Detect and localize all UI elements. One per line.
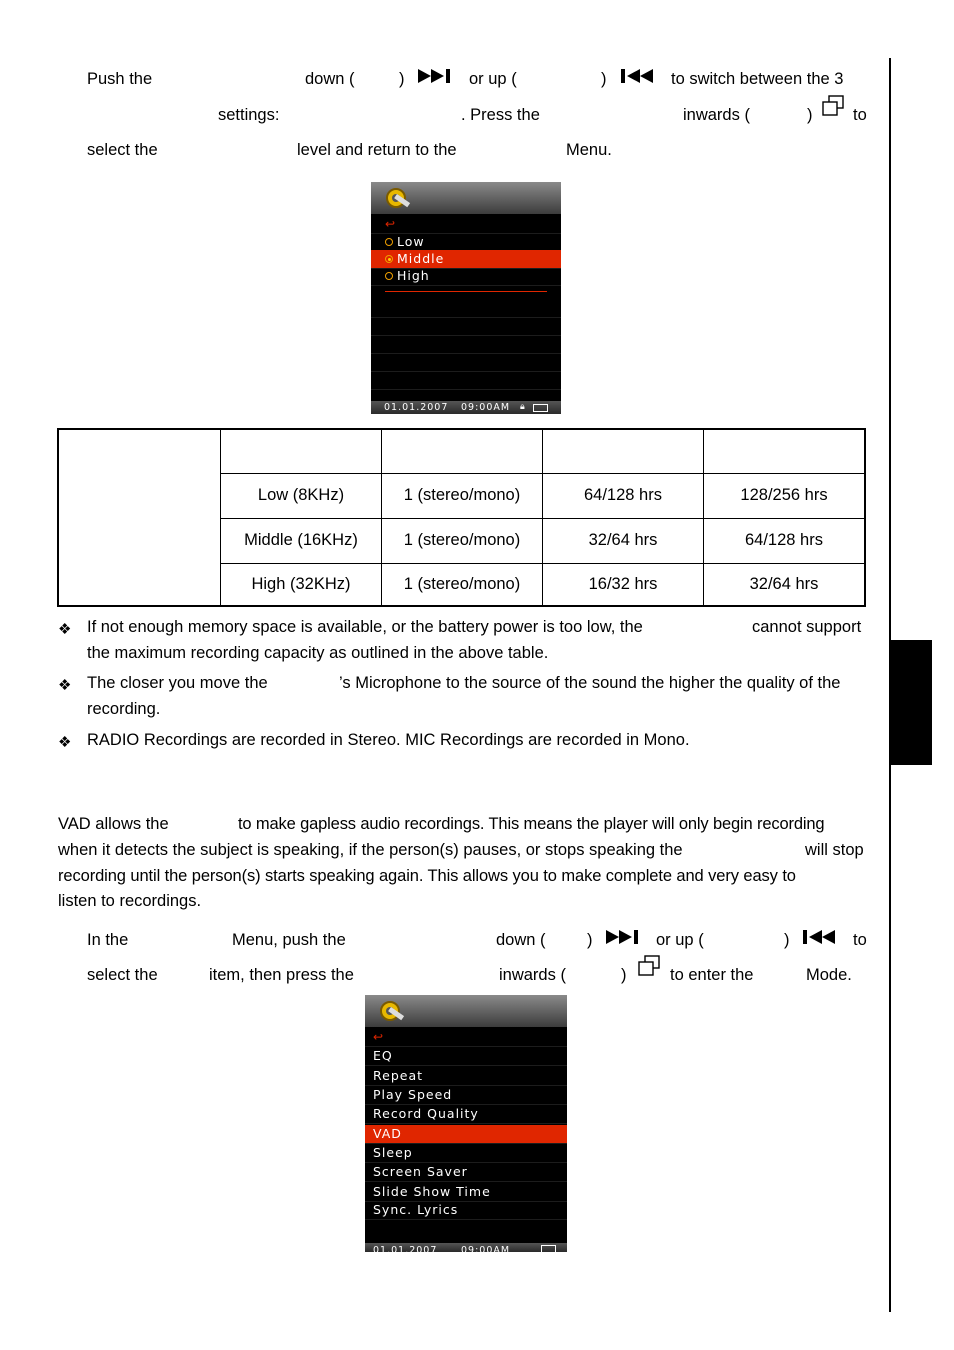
table-cell: 1 (stereo/mono) bbox=[382, 563, 543, 606]
instr-text: select the bbox=[87, 966, 158, 984]
instr-text: item, then press the bbox=[209, 966, 354, 984]
menu-item-label: Sleep bbox=[373, 1145, 413, 1160]
table-header-cell bbox=[221, 429, 382, 473]
bullet-text: If not enough memory space is available, or the battery power is too low, the bbox=[87, 618, 643, 636]
menu-item-label: VAD bbox=[373, 1126, 402, 1141]
vad-text: to make gapless audio recordings. This means the player will only begin recording bbox=[238, 815, 825, 833]
status-bar bbox=[371, 401, 561, 414]
intro-text: ) bbox=[601, 70, 607, 88]
record-quality-table bbox=[57, 428, 866, 607]
instr-text: or up ( bbox=[656, 931, 704, 949]
bullet-text: The closer you move the bbox=[87, 674, 268, 692]
empty-row bbox=[371, 371, 561, 390]
bullet-icon: ❖ bbox=[58, 734, 72, 751]
menu-item-label: Repeat bbox=[373, 1068, 424, 1083]
bullet-icon: ❖ bbox=[58, 621, 72, 638]
table-header-cell bbox=[704, 429, 866, 473]
bullet-text: ’s Microphone to the source of the sound the higher the quality of the bbox=[339, 674, 841, 692]
menu-item-label: EQ bbox=[373, 1048, 393, 1063]
table-header-cell bbox=[543, 429, 704, 473]
back-arrow-icon: ↩ bbox=[385, 217, 397, 231]
bullet-text: the maximum recording capacity as outlined in the above table. bbox=[87, 644, 549, 662]
menu-item-eq[interactable] bbox=[365, 1047, 567, 1066]
menu-item-label: Record Quality bbox=[373, 1106, 479, 1121]
instr-text: In the bbox=[87, 931, 129, 949]
empty-row bbox=[371, 299, 561, 318]
instr-text: down ( bbox=[496, 931, 546, 949]
table-row-header-cell bbox=[58, 429, 221, 606]
intro-text: settings: bbox=[218, 106, 280, 124]
status-bar bbox=[365, 1243, 567, 1252]
status-date: 01.01.2007 bbox=[373, 1245, 438, 1252]
table-cell: Middle (16KHz) bbox=[221, 518, 382, 563]
instr-text: to bbox=[853, 931, 867, 949]
intro-text: or up ( bbox=[469, 70, 517, 88]
intro-text: to bbox=[853, 106, 867, 124]
instr-text: to enter the bbox=[670, 966, 754, 984]
enter-button-icon bbox=[638, 955, 662, 977]
battery-icon bbox=[541, 1245, 556, 1252]
bullet-icon: ❖ bbox=[58, 677, 72, 694]
table-cell: High (32KHz) bbox=[221, 563, 382, 606]
vad-text: will stop bbox=[805, 841, 864, 859]
menu-item-slide-show-time[interactable] bbox=[365, 1183, 567, 1202]
chapter-tab bbox=[891, 640, 932, 765]
intro-text: ) bbox=[807, 106, 813, 124]
menu-item-record-quality[interactable] bbox=[365, 1105, 567, 1124]
menu-item-vad[interactable] bbox=[365, 1125, 567, 1144]
option-label: Middle bbox=[397, 251, 445, 266]
table-cell: 128/256 hrs bbox=[704, 473, 866, 518]
intro-text: select the bbox=[87, 141, 158, 159]
enter-button-icon bbox=[822, 95, 846, 117]
instr-text: Mode. bbox=[806, 966, 852, 984]
fast-forward-icon bbox=[418, 68, 456, 84]
instr-text: ) bbox=[587, 931, 593, 949]
settings-gear-icon bbox=[383, 185, 413, 211]
menu-item-label: Play Speed bbox=[373, 1087, 453, 1102]
menu-item-sync-lyrics[interactable] bbox=[365, 1201, 567, 1220]
vad-text: recording until the person(s) starts speaking again. This allows you to make complete and very easy to bbox=[58, 867, 796, 885]
battery-icon bbox=[533, 404, 548, 412]
radio-icon bbox=[385, 238, 393, 246]
empty-row bbox=[371, 353, 561, 372]
table-cell: 32/64 hrs bbox=[543, 518, 704, 563]
option-label: Low bbox=[397, 234, 425, 249]
divider bbox=[385, 291, 547, 292]
status-time: 09:00AM bbox=[461, 1245, 511, 1252]
menu-item-label: Sync. Lyrics bbox=[373, 1202, 459, 1217]
empty-row bbox=[371, 335, 561, 354]
vad-text: VAD allows the bbox=[58, 815, 169, 833]
menu-item-play-speed[interactable] bbox=[365, 1086, 567, 1105]
radio-selected-icon bbox=[385, 255, 393, 263]
table-cell: 16/32 hrs bbox=[543, 563, 704, 606]
table-cell: 64/128 hrs bbox=[543, 473, 704, 518]
lock-icon: 🔒︎ bbox=[520, 402, 526, 412]
intro-text: down ( bbox=[305, 70, 355, 88]
instr-text: ) bbox=[621, 966, 627, 984]
rewind-icon bbox=[803, 929, 841, 945]
rewind-icon bbox=[621, 68, 659, 84]
intro-text: . Press the bbox=[461, 106, 540, 124]
table-header-cell bbox=[382, 429, 543, 473]
menu-item-label: Slide Show Time bbox=[373, 1184, 491, 1199]
menu-item-label: Screen Saver bbox=[373, 1164, 468, 1179]
vad-text: when it detects the subject is speaking, if the person(s) pauses, or stops speaking the bbox=[58, 841, 683, 859]
status-time: 09:00AM bbox=[461, 402, 511, 413]
table-cell: Low (8KHz) bbox=[221, 473, 382, 518]
instr-text: Menu, push the bbox=[232, 931, 346, 949]
instr-text: ) bbox=[784, 931, 790, 949]
menu-item-sleep[interactable] bbox=[365, 1144, 567, 1163]
back-arrow-icon: ↩ bbox=[373, 1030, 385, 1044]
table-cell: 1 (stereo/mono) bbox=[382, 473, 543, 518]
radio-icon bbox=[385, 272, 393, 280]
back-row[interactable] bbox=[365, 1028, 567, 1047]
settings-gear-icon bbox=[377, 998, 407, 1024]
intro-text: to switch between the 3 bbox=[671, 70, 844, 88]
table-cell: 32/64 hrs bbox=[704, 563, 866, 606]
bullet-text: RADIO Recordings are recorded in Stereo. MIC Recordings are recorded in Mono. bbox=[87, 731, 690, 749]
table-cell: 64/128 hrs bbox=[704, 518, 866, 563]
instr-text: inwards ( bbox=[499, 966, 566, 984]
status-date: 01.01.2007 bbox=[384, 402, 449, 413]
intro-text: level and return to the bbox=[297, 141, 457, 159]
option-label: High bbox=[397, 268, 430, 283]
back-row[interactable] bbox=[371, 215, 561, 234]
bullet-text: recording. bbox=[87, 700, 161, 718]
fast-forward-icon bbox=[606, 929, 644, 945]
bullet-text: cannot support bbox=[752, 618, 862, 636]
menu-item-screen-saver[interactable] bbox=[365, 1163, 567, 1182]
option-high[interactable] bbox=[371, 267, 561, 286]
intro-text: Menu. bbox=[566, 141, 612, 159]
intro-text: inwards ( bbox=[683, 106, 750, 124]
screen-header bbox=[365, 995, 567, 1027]
intro-text: ) bbox=[399, 70, 405, 88]
screen-header bbox=[371, 182, 561, 214]
device-screen-settings-menu bbox=[365, 995, 567, 1252]
empty-row bbox=[371, 317, 561, 336]
table-cell: 1 (stereo/mono) bbox=[382, 518, 543, 563]
vad-text: listen to recordings. bbox=[58, 892, 202, 910]
menu-item-repeat[interactable] bbox=[365, 1067, 567, 1086]
intro-text: Push the bbox=[87, 70, 153, 88]
device-screen-record-quality bbox=[371, 182, 561, 414]
